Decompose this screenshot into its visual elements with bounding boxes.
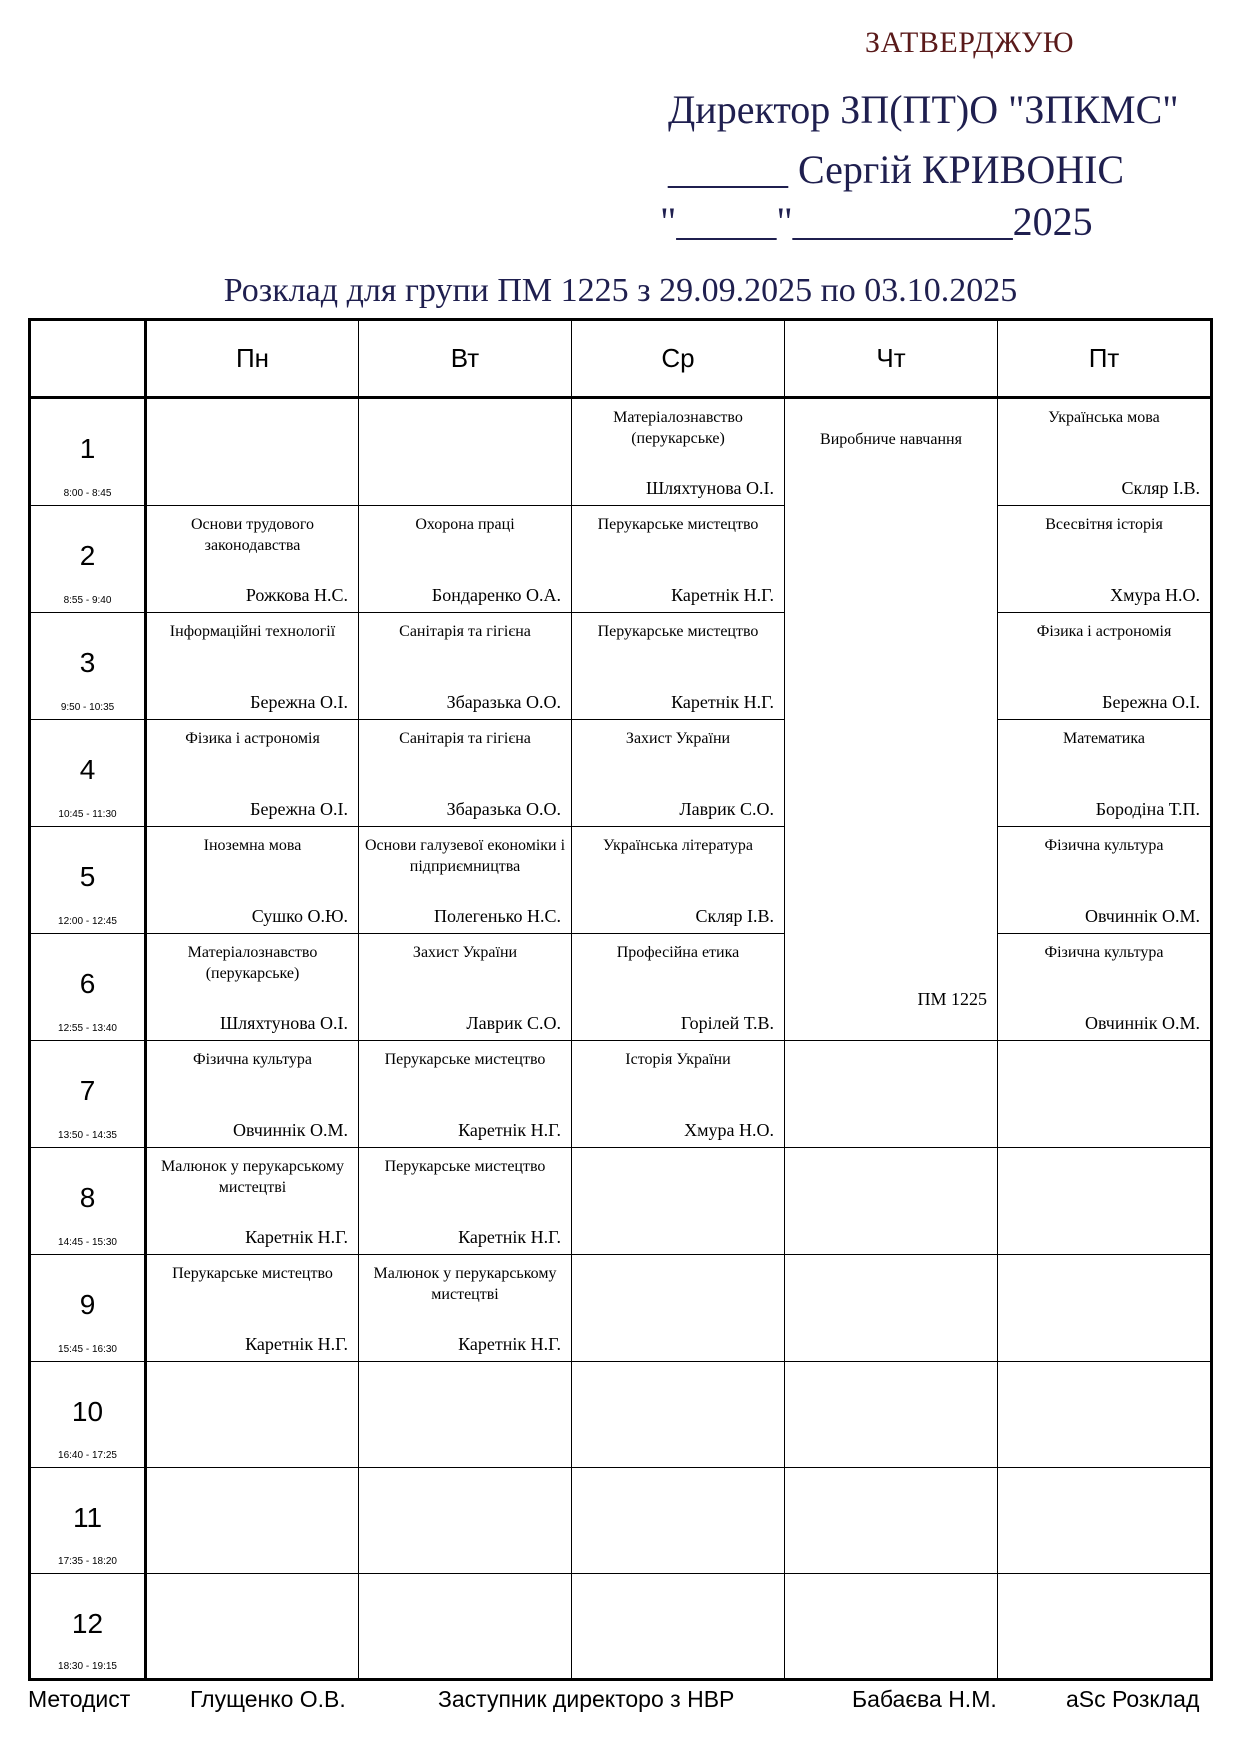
- lesson-cell: [359, 1255, 572, 1362]
- lesson-cell: [146, 506, 359, 613]
- lesson-teacher: Горілей Т.В.: [680, 1013, 774, 1033]
- lesson-subject: Іноземна мова: [203, 837, 302, 854]
- period-time: 18:30 - 19:15: [58, 1661, 117, 1672]
- period-number: 12: [71, 1608, 104, 1639]
- empty-cell: [359, 1574, 572, 1680]
- empty-cell: [146, 398, 359, 506]
- lesson-subject: Матеріалознавство (перукарське): [187, 944, 318, 982]
- lesson-subject: Виробниче навчання: [820, 431, 962, 448]
- lesson-cell: [572, 1041, 785, 1148]
- period-time: 17:35 - 18:20: [58, 1556, 117, 1567]
- lesson-teacher: Каретнік Н.Г.: [458, 1227, 561, 1247]
- schedule-table: [28, 318, 1213, 1681]
- director-line: Директор ЗП(ПТ)О "ЗПКМС": [668, 87, 1179, 132]
- lesson-teacher: Овчиннік О.М.: [1084, 1013, 1200, 1033]
- schedule-title: Розклад для групи ПМ 1225 з 29.09.2025 по 03.10.2025: [223, 272, 1018, 309]
- period-cell: [30, 1041, 146, 1148]
- lesson-teacher: Шляхтунова О.І.: [220, 1013, 348, 1033]
- day-header-fri: Пт: [998, 320, 1212, 398]
- period-cell: [30, 934, 146, 1041]
- lesson-cell: [146, 1148, 359, 1255]
- lesson-teacher: Хмура Н.О.: [1110, 585, 1200, 605]
- methodist-name: Глущенко О.В.: [190, 1686, 346, 1712]
- lesson-subject: Математика: [1063, 730, 1145, 747]
- period-cell: [30, 1574, 146, 1680]
- period-time: 16:40 - 17:25: [58, 1450, 117, 1461]
- period-row: [30, 1041, 1212, 1148]
- lesson-teacher: Овчиннік О.М.: [1084, 906, 1200, 926]
- empty-cell: [785, 1041, 998, 1148]
- lesson-teacher: Сушко О.Ю.: [251, 906, 348, 926]
- period-row: [30, 720, 1212, 827]
- lesson-subject: Фізична культура: [1044, 837, 1164, 854]
- empty-cell: [998, 1148, 1212, 1255]
- lesson-cell: [572, 506, 785, 613]
- period-row: [30, 827, 1212, 934]
- lesson-teacher: Скляр І.В.: [695, 906, 774, 926]
- lesson-subject: Фізична культура: [1044, 944, 1164, 961]
- lesson-teacher: Рожкова Н.С.: [245, 585, 348, 605]
- lesson-cell: [146, 613, 359, 720]
- lesson-subject: Інформаційні технології: [169, 623, 336, 640]
- period-number: 7: [79, 1075, 96, 1106]
- lesson-cell: [146, 1041, 359, 1148]
- empty-cell: [146, 1574, 359, 1680]
- period-row: [30, 1148, 1212, 1255]
- empty-cell: [998, 1255, 1212, 1362]
- period-number: 11: [72, 1502, 103, 1533]
- lesson-subject: Перукарське мистецтво: [384, 1051, 546, 1068]
- period-time: 10:45 - 11:30: [58, 809, 117, 820]
- empty-cell: [785, 1255, 998, 1362]
- empty-cell: [785, 1574, 998, 1680]
- lesson-cell: [998, 934, 1212, 1041]
- period-cell: [30, 1468, 146, 1574]
- lesson-subject: Матеріалознавство (перукарське): [613, 409, 743, 447]
- empty-cell: [146, 1468, 359, 1574]
- period-cell: [30, 1255, 146, 1362]
- period-row: [30, 1362, 1212, 1468]
- period-time: 12:00 - 12:45: [58, 916, 117, 927]
- lesson-subject: Всесвітня історія: [1045, 516, 1163, 533]
- period-row: [30, 934, 1212, 1041]
- empty-cell: [359, 1468, 572, 1574]
- lesson-subject: Основи галузевої економіки і підприємництва: [364, 837, 566, 875]
- lesson-teacher: Каретнік Н.Г.: [245, 1227, 348, 1247]
- lesson-cell: [359, 506, 572, 613]
- period-number: 2: [79, 540, 96, 571]
- approval-caption: ЗАТВЕРДЖУЮ: [865, 26, 1075, 59]
- lesson-teacher: Збаразька О.О.: [446, 799, 561, 819]
- lesson-subject: Професійна етика: [616, 944, 740, 961]
- lesson-teacher: Лаврик С.О.: [679, 799, 774, 819]
- lesson-subject: Перукарське мистецтво: [172, 1265, 333, 1282]
- lesson-cell: [998, 827, 1212, 934]
- day-header-thu: Чт: [785, 320, 998, 398]
- lesson-teacher: Бородіна Т.П.: [1095, 799, 1200, 819]
- lesson-teacher: Каретнік Н.Г.: [245, 1334, 348, 1354]
- lesson-teacher: Овчиннік О.М.: [232, 1120, 348, 1140]
- period-cell: [30, 1148, 146, 1255]
- period-number: 8: [79, 1182, 96, 1213]
- lesson-teacher: Каретнік Н.Г.: [458, 1120, 561, 1140]
- lesson-subject: Охорона праці: [415, 516, 515, 533]
- empty-cell: [572, 1574, 785, 1680]
- lesson-cell: [359, 613, 572, 720]
- empty-cell: [572, 1255, 785, 1362]
- period-number: 4: [79, 754, 96, 785]
- empty-cell: [359, 1362, 572, 1468]
- lesson-subject: Фізика і астрономія: [1036, 623, 1172, 640]
- period-cell: [30, 506, 146, 613]
- empty-cell: [785, 1362, 998, 1468]
- empty-cell: [572, 1362, 785, 1468]
- period-time: 8:55 - 9:40: [63, 595, 112, 606]
- lesson-cell: [572, 934, 785, 1041]
- lesson-teacher: Каретнік Н.Г.: [671, 585, 774, 605]
- period-row: [30, 398, 1212, 506]
- empty-cell: [359, 398, 572, 506]
- lesson-teacher: Скляр І.В.: [1121, 478, 1200, 498]
- period-number: 1: [79, 433, 96, 464]
- lesson-cell: [998, 613, 1212, 720]
- lesson-subject: Основи трудового законодавства: [190, 516, 315, 554]
- lesson-subject: Українська мова: [1048, 409, 1160, 426]
- empty-cell: [998, 1362, 1212, 1468]
- lesson-cell: [359, 934, 572, 1041]
- period-number: 5: [79, 861, 96, 892]
- lesson-cell: [998, 720, 1212, 827]
- day-header-mon: Пн: [146, 320, 359, 398]
- lesson-subject: Санітарія та гігієна: [399, 730, 531, 747]
- lesson-cell: [359, 1041, 572, 1148]
- methodist-label: Методист: [28, 1686, 131, 1712]
- empty-cell: [998, 1574, 1212, 1680]
- period-number: 10: [71, 1396, 104, 1427]
- lesson-teacher: Збаразька О.О.: [446, 692, 561, 712]
- lesson-cell: [998, 506, 1212, 613]
- lesson-cell: [998, 398, 1212, 506]
- lesson-cell: [359, 720, 572, 827]
- period-cell: [30, 720, 146, 827]
- lesson-subject: Українська література: [603, 837, 753, 854]
- lesson-cell: [572, 613, 785, 720]
- lesson-cell: [146, 934, 359, 1041]
- period-time: 12:55 - 13:40: [58, 1023, 117, 1034]
- lesson-cell: [572, 398, 785, 506]
- period-cell: [30, 1362, 146, 1468]
- deputy-label: Заступник директоро з НВР: [438, 1686, 735, 1712]
- lesson-teacher: Бережна О.І.: [1102, 692, 1200, 712]
- empty-cell: [998, 1468, 1212, 1574]
- lesson-subject: Перукарське мистецтво: [597, 623, 759, 640]
- lesson-subject: Історія України: [625, 1051, 731, 1068]
- period-number: 6: [79, 968, 96, 999]
- period-time: 13:50 - 14:35: [58, 1130, 117, 1141]
- lesson-subject: Малюнок у перукарському мистецтві: [160, 1158, 344, 1196]
- corner-cell: [30, 320, 146, 398]
- empty-cell: [572, 1148, 785, 1255]
- period-cell: [30, 613, 146, 720]
- lesson-subject: Захист України: [412, 944, 518, 961]
- lesson-cell: [359, 1148, 572, 1255]
- period-number: 9: [79, 1289, 96, 1320]
- day-header-row: [30, 320, 1212, 398]
- date-line: "_____"___________2025: [660, 199, 1093, 244]
- day-header-wed: Ср: [572, 320, 785, 398]
- lesson-teacher: Каретнік Н.Г.: [671, 692, 774, 712]
- lesson-block-thu: [785, 398, 998, 1041]
- empty-cell: [572, 1468, 785, 1574]
- period-cell: [30, 827, 146, 934]
- lesson-subject: Фізична культура: [192, 1051, 313, 1068]
- lesson-teacher: Бережна О.І.: [250, 692, 348, 712]
- empty-cell: [146, 1362, 359, 1468]
- lesson-subject: Фізика і астрономія: [185, 730, 320, 747]
- lesson-group: ПМ 1225: [917, 989, 987, 1009]
- lesson-teacher: Каретнік Н.Г.: [458, 1334, 561, 1354]
- lesson-subject: Малюнок у перукарському мистецтві: [373, 1265, 557, 1303]
- lesson-subject: Перукарське мистецтво: [384, 1158, 546, 1175]
- lesson-cell: [146, 720, 359, 827]
- day-header-tue: Вт: [359, 320, 572, 398]
- lesson-cell: [572, 827, 785, 934]
- empty-cell: [785, 1148, 998, 1255]
- period-cell: [30, 398, 146, 506]
- lesson-subject: Перукарське мистецтво: [597, 516, 759, 533]
- period-time: 15:45 - 16:30: [58, 1344, 117, 1355]
- lesson-subject: Захист України: [625, 730, 731, 747]
- deputy-name: Бабаєва Н.М.: [852, 1686, 997, 1712]
- period-number: 3: [79, 647, 96, 678]
- period-row: [30, 1574, 1212, 1680]
- lesson-teacher: Бережна О.І.: [250, 799, 348, 819]
- lesson-subject: Санітарія та гігієна: [399, 623, 531, 640]
- period-row: [30, 613, 1212, 720]
- period-time: 9:50 - 10:35: [60, 702, 115, 713]
- period-time: 14:45 - 15:30: [58, 1237, 117, 1248]
- period-row: [30, 506, 1212, 613]
- lesson-teacher: Хмура Н.О.: [684, 1120, 774, 1140]
- lesson-cell: [359, 827, 572, 934]
- lesson-teacher: Шляхтунова О.І.: [646, 478, 774, 498]
- lesson-cell: [146, 1255, 359, 1362]
- period-row: [30, 1255, 1212, 1362]
- period-row: [30, 1468, 1212, 1574]
- lesson-teacher: Полегенько Н.С.: [433, 906, 561, 926]
- empty-cell: [998, 1041, 1212, 1148]
- period-time: 8:00 - 8:45: [63, 488, 112, 499]
- lesson-teacher: Лаврик С.О.: [466, 1013, 561, 1033]
- signature-line: ______ Сергій КРИВОНІС: [668, 147, 1125, 192]
- lesson-cell: [572, 720, 785, 827]
- empty-cell: [785, 1468, 998, 1574]
- software-credit: aSc Розклад: [1066, 1686, 1200, 1712]
- lesson-cell: [146, 827, 359, 934]
- lesson-teacher: Бондаренко О.А.: [431, 585, 561, 605]
